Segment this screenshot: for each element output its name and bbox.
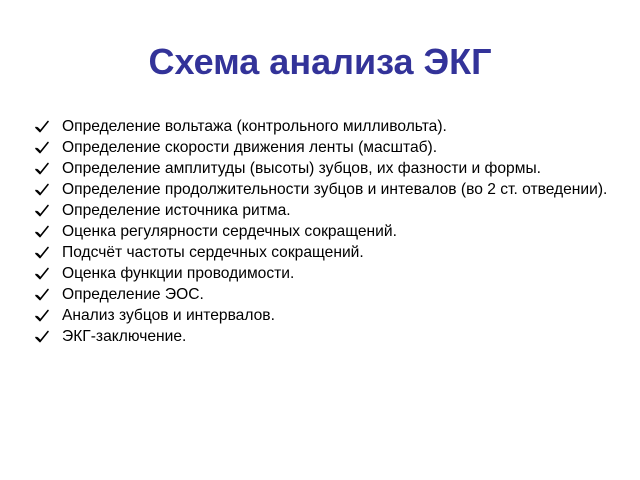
list-item: [32, 181, 612, 198]
list-item: [32, 139, 612, 156]
checkmark-icon: [34, 308, 50, 324]
checkmark-icon: [34, 224, 50, 240]
checkmark-icon: [34, 119, 50, 135]
list-item-text: Оценка функции проводимости.: [62, 265, 295, 282]
list-item: [32, 118, 612, 135]
checkmark-icon: [34, 329, 50, 345]
list-item: [32, 286, 612, 303]
checkmark-icon: [34, 182, 50, 198]
list-item: [32, 265, 612, 282]
checkmark-icon: [34, 140, 50, 156]
list-item-text: Определение скорости движения ленты (масштаб).: [62, 139, 438, 156]
list-item-text: Подсчёт частоты сердечных сокращений.: [62, 244, 364, 261]
checkmark-icon: [34, 161, 50, 177]
list-item-text: Определение источника ритма.: [62, 202, 291, 219]
list-item: [32, 307, 612, 324]
list-item-text: Определение ЭОС.: [62, 286, 204, 303]
list-item-text: Определение амплитуды (высоты) зубцов, их фазности и формы.: [62, 160, 541, 177]
list-item-text: Анализ зубцов и интервалов.: [62, 307, 275, 324]
list-item-text: Оценка регулярности сердечных сокращений.: [62, 223, 397, 240]
checkmark-icon: [34, 203, 50, 219]
list-item: [32, 244, 612, 261]
list-item: [32, 223, 612, 240]
list-item-text: ЭКГ-заключение.: [62, 328, 187, 345]
slide-title: Схема анализа ЭКГ: [148, 41, 492, 82]
bullet-list: [32, 118, 612, 349]
checkmark-icon: [34, 245, 50, 261]
checkmark-icon: [34, 287, 50, 303]
list-item: [32, 160, 612, 177]
list-item: [32, 202, 612, 219]
list-item: [32, 328, 612, 345]
list-item-text: Определение продолжительности зубцов и интевалов (во 2 ст. отведении).: [62, 181, 608, 198]
checkmark-icon: [34, 266, 50, 282]
list-item-text: Определение вольтажа (контрольного милливольта).: [62, 118, 447, 135]
